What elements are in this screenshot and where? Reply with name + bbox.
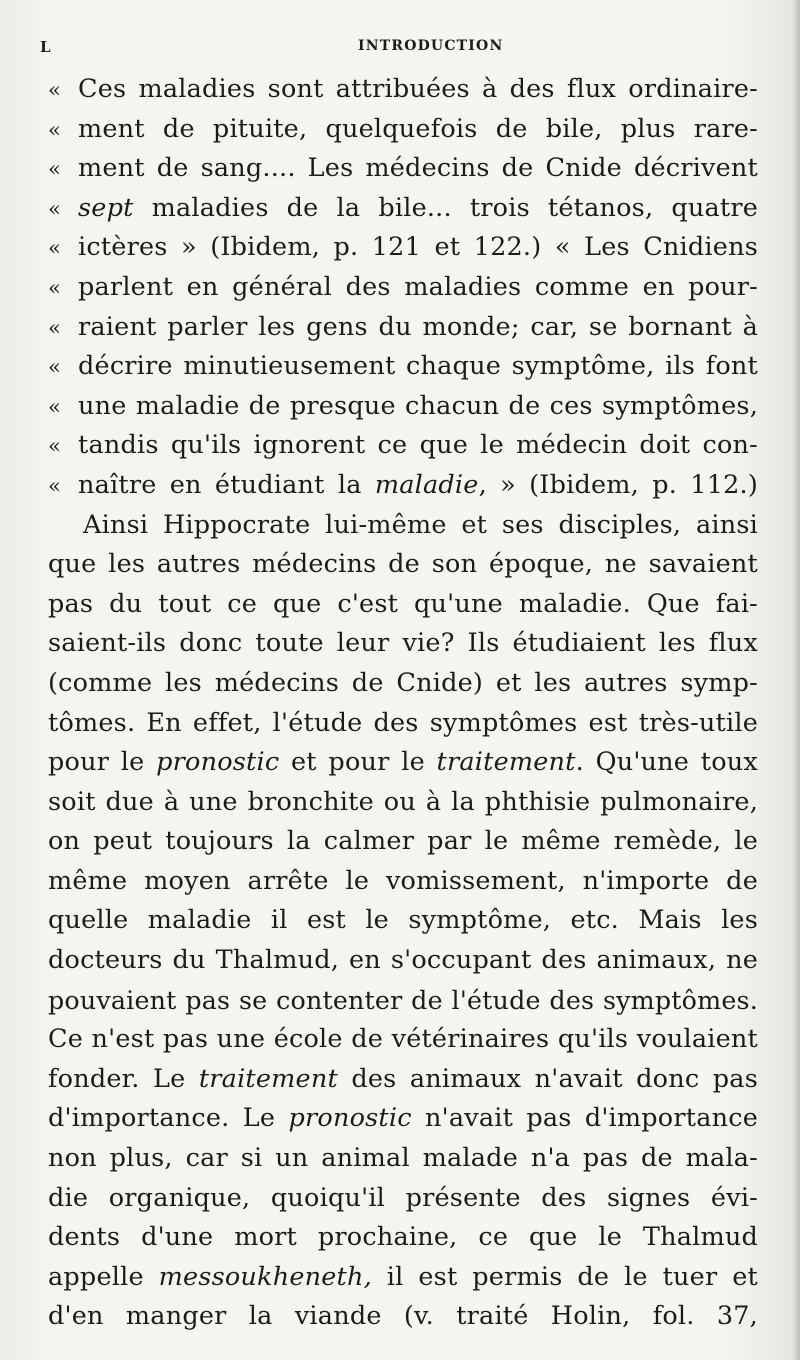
- running-head: INTRODUCTION: [358, 38, 504, 54]
- text-run: raient parler les gens du monde; car, se bornant à: [78, 311, 758, 342]
- text-line: [48, 941, 758, 981]
- text-run: die organique, quoiqu'il présente des signes évi-: [48, 1182, 758, 1213]
- text-run: soit due à une bronchite ou à la phthisie pulmonaire,: [48, 786, 758, 817]
- quote-mark: «: [48, 315, 62, 340]
- text-line: [48, 426, 758, 466]
- page-edge-shadow: [792, 0, 800, 1360]
- quote-mark: «: [48, 434, 62, 459]
- text-run: non plus, car si un animal malade n'a pas de mala-: [48, 1143, 758, 1174]
- quote-mark: «: [48, 275, 62, 300]
- italic-text: sept: [78, 192, 134, 223]
- text-line: [48, 466, 758, 506]
- quote-mark: «: [48, 157, 62, 182]
- text-run: ment de pituite, quelquefois de bile, plus rare-: [78, 113, 758, 144]
- text-line: [48, 624, 758, 664]
- text-run: Ainsi Hippocrate lui-même et ses disciples, ainsi: [83, 509, 758, 540]
- text-line: [48, 1218, 758, 1258]
- text-run: appelle: [48, 1261, 159, 1292]
- text-run: une maladie de presque chacun de ces symptômes,: [78, 390, 758, 421]
- text-line: [48, 585, 758, 625]
- italic-text: traitement: [198, 1063, 338, 1094]
- page-number: L: [40, 38, 52, 56]
- text-line: [48, 704, 758, 744]
- text-line: [48, 664, 758, 704]
- text-line: [48, 506, 758, 546]
- text-line: [48, 545, 758, 585]
- text-run: quelle maladie il est le symptôme, etc. Mais les: [48, 905, 758, 936]
- text-run: docteurs du Thalmud, en s'occupant des animaux, ne: [48, 945, 758, 976]
- text-line: [48, 1060, 758, 1100]
- body-text: [48, 70, 758, 1337]
- text-line: [48, 110, 758, 150]
- text-run: il est permis de le tuer et: [371, 1261, 758, 1292]
- text-line: [48, 981, 758, 1021]
- text-run: Ce n'est pas une école de vétérinaires qu'ils voulaient: [48, 1024, 758, 1055]
- text-run: même moyen arrête le vomissement, n'importe de: [48, 865, 758, 896]
- text-run: tandis qu'ils ignorent ce que le médecin doit con-: [78, 430, 758, 461]
- text-line: [48, 862, 758, 902]
- text-run: parlent en général des maladies comme en pour-: [78, 271, 758, 302]
- text-line: [48, 783, 758, 823]
- text-run: , » (Ibidem, p. 112.): [478, 469, 758, 500]
- text-run: tômes. En effet, l'étude des symptômes est très-utile: [48, 707, 758, 738]
- text-line: [48, 822, 758, 862]
- text-line: [48, 1258, 758, 1298]
- text-line: [48, 189, 758, 229]
- text-line: [48, 743, 758, 783]
- text-run: que les autres médecins de son époque, ne savaient: [48, 549, 758, 580]
- text-line: [48, 70, 758, 110]
- page-header: [40, 38, 760, 62]
- text-run: naître en étudiant la: [78, 469, 375, 500]
- text-line: [48, 1179, 758, 1219]
- text-line: [48, 149, 758, 189]
- quote-mark: «: [48, 355, 62, 380]
- text-run: n'avait pas d'importance: [411, 1103, 758, 1134]
- quote-mark: «: [48, 196, 62, 221]
- text-run: pouvaient pas se contenter de l'étude des symptômes.: [48, 984, 758, 1015]
- quote-mark: «: [48, 236, 62, 261]
- quote-mark: «: [48, 78, 62, 102]
- text-line: [48, 1139, 758, 1179]
- text-run: dents d'une mort prochaine, ce que le Thalmud: [48, 1222, 758, 1253]
- text-run: (comme les médecins de Cnide) et les autres symp-: [48, 667, 758, 698]
- italic-text: pronostic: [156, 747, 280, 778]
- text-line: [48, 308, 758, 348]
- italic-text: traitement: [436, 747, 576, 778]
- text-run: maladies de la bile... trois tétanos, quatre: [133, 192, 758, 223]
- text-line: [48, 901, 758, 941]
- text-run: pour le: [48, 747, 157, 778]
- italic-text: maladie: [374, 469, 479, 500]
- quote-mark: «: [48, 117, 62, 142]
- text-run: pas du tout ce que c'est qu'une maladie. Que fai-: [48, 588, 758, 619]
- text-run: on peut toujours la calmer par le même remède, le: [48, 826, 758, 857]
- text-run: fonder. Le: [48, 1063, 199, 1094]
- text-line: [48, 387, 758, 427]
- text-line: [48, 1020, 758, 1060]
- text-run: décrire minutieusement chaque symptôme, ils font: [78, 351, 758, 382]
- quote-mark: «: [48, 394, 62, 419]
- text-run: saient-ils donc toute leur vie? Ils étudiaient les flux: [48, 628, 758, 659]
- text-line: [48, 268, 758, 308]
- text-run: . Qu'une toux: [575, 747, 758, 778]
- text-run: et pour le: [279, 747, 437, 778]
- italic-text: messoukheneth,: [158, 1261, 372, 1292]
- text-run: des animaux n'avait donc pas: [337, 1063, 758, 1094]
- text-line: [48, 1099, 758, 1139]
- text-run: d'importance. Le: [48, 1103, 289, 1134]
- text-line: [48, 1297, 758, 1337]
- text-run: ictères » (Ibidem, p. 121 et 122.) « Les Cnidiens: [78, 232, 758, 263]
- text-run: ment de sang.... Les médecins de Cnide décrivent: [78, 153, 758, 184]
- text-run: Ces maladies sont attribuées à des flux ordinaire-: [78, 74, 758, 104]
- text-line: [48, 228, 758, 268]
- italic-text: pronostic: [288, 1103, 412, 1134]
- quote-mark: «: [48, 473, 62, 498]
- text-line: [48, 347, 758, 387]
- text-run: d'en manger la viande (v. traité Holin, fol. 37,: [48, 1301, 758, 1332]
